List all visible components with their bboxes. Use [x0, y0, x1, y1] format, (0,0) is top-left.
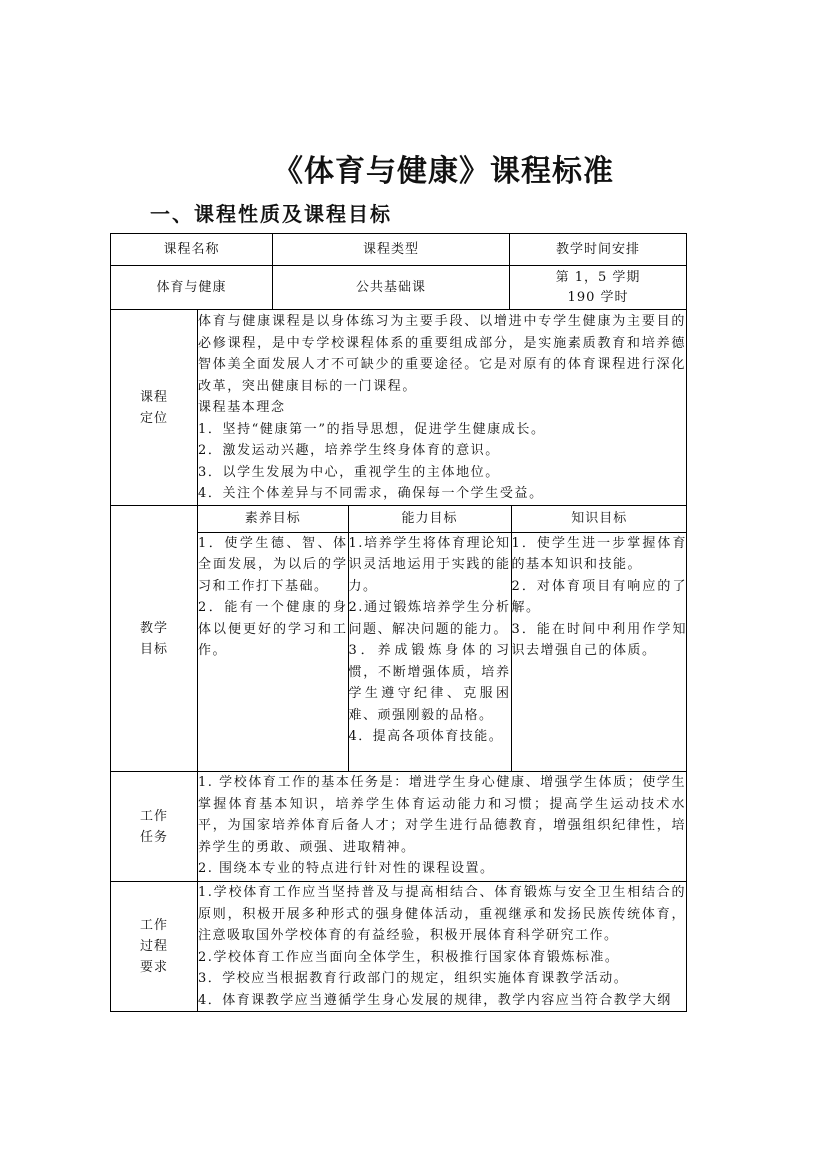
goal-item: 3．能在时间中利用作学知识去增强自己的体质。	[511, 621, 687, 658]
semester-text: 第 1，5 学期	[555, 269, 641, 285]
work-tasks-label: 工作 任务	[111, 772, 198, 882]
header-course-type: 课程类型	[273, 234, 510, 266]
concept-item: 1．坚持“健康第一”的指导思想，促进学生健康成长。	[198, 421, 546, 437]
document-title: 《体育与健康》课程标准	[273, 154, 614, 189]
goal-header-literacy: 素养目标	[198, 506, 348, 532]
goal-item: 4．提高各项体育技能。	[348, 729, 504, 744]
teaching-goals-content	[198, 506, 687, 772]
goal-header-knowledge: 知识目标	[511, 506, 687, 532]
process-item: 1.学校体育工作应当坚持普及与提高相结合、体育锻炼与安全卫生相结合的原则，积极开展多种形式的强身健体活动，重视继承和发扬民族传统体育，注意吸取国外学校体育的有益经验，积极开展体育科学研究工作。	[198, 885, 687, 943]
process-item: 2.学校体育工作应当面向全体学生，积极推行国家体育锻炼标准。	[198, 949, 620, 965]
info-row	[111, 266, 687, 310]
knowledge-goals	[511, 532, 687, 771]
process-item: 3．学校应当根据教育行政部门的规定，组织实施体育课教学活动。	[198, 971, 629, 986]
positioning-content	[198, 310, 687, 506]
literacy-goals	[198, 532, 348, 771]
course-type-value: 公共基础课	[273, 266, 510, 310]
concept-item: 3．以学生发展为中心，重视学生的主体地位。	[198, 464, 500, 480]
task-item: 1. 学校体育工作的基本任务是：增进学生身心健康、增强学生体质；使学生掌握体育基本知识，培养学生体育运动能力和习惯；提高学生运动技术水平，为国家培养体育后备人才；对学生进行品德教育，增强组织纪律性，培养学生的勇敢、顽强、进取精神。	[198, 775, 687, 855]
work-process-row	[111, 882, 687, 1012]
hours-text: 190 学时	[567, 289, 629, 305]
header-course-name: 课程名称	[111, 234, 273, 266]
goal-item: 1．使学生进一步掌握体育的基本知识和技能。	[511, 535, 687, 572]
concept-title: 课程基本理念	[198, 400, 286, 415]
goal-header-ability: 能力目标	[348, 506, 511, 532]
header-schedule: 教学时间安排	[510, 234, 687, 266]
goal-item: 3．养成锻炼身体的习惯，不断增强体质，培养学生遵守纪律、克服困难、顽强刚毅的品格。	[348, 643, 511, 723]
goal-item: 2.通过锻炼培养学生分析问题、解决问题的能力。	[348, 600, 511, 637]
process-item: 4．体育课教学应当遵循学生身心发展的规律，教学内容应当符合教学大纲	[198, 992, 672, 1008]
goal-item: 2．对体育项目有响应的了解。	[511, 578, 687, 615]
header-row	[111, 234, 687, 266]
work-process-content	[198, 882, 687, 1012]
course-standard-table	[110, 233, 687, 1012]
section-heading: 一、课程性质及课程目标	[150, 202, 392, 226]
teaching-goals-label: 教学 目标	[111, 506, 198, 772]
teaching-goals-row	[111, 506, 687, 772]
concept-item: 2．激发运动兴趣，培养学生终身体育的意识。	[198, 443, 500, 458]
course-name-value: 体育与健康	[111, 266, 273, 310]
task-item: 2. 围绕本专业的特点进行针对性的课程设置。	[198, 861, 495, 876]
work-process-label: 工作 过程 要求	[111, 882, 198, 1012]
goals-subtable	[198, 506, 687, 771]
goal-item: 1．使学生德、智、体全面发展，为以后的学习和工作打下基础。	[198, 535, 348, 594]
concept-item: 4．关注个体差异与不同需求，确保每一个学生受益。	[198, 486, 544, 501]
positioning-intro: 体育与健康课程是以身体练习为主要手段、以增进中专学生健康为主要目的必修课程，是中专学校课程体系的重要组成部分，是实施素质教育和培养德智体美全面发展人才不可缺少的重要途径。它是对原有的体育课程进行深化改革，突出健康目标的一门课程。	[198, 314, 687, 394]
goal-item: 2．能有一个健康的身体以便更好的学习和工作。	[198, 600, 348, 658]
work-tasks-row	[111, 772, 687, 882]
work-tasks-content	[198, 772, 687, 882]
goal-item: 1.培养学生将体育理论知识灵活地运用于实践的能力。	[348, 535, 511, 594]
positioning-label: 课程 定位	[111, 310, 198, 506]
positioning-row	[111, 310, 687, 506]
ability-goals	[348, 532, 511, 771]
schedule-value	[510, 266, 687, 310]
